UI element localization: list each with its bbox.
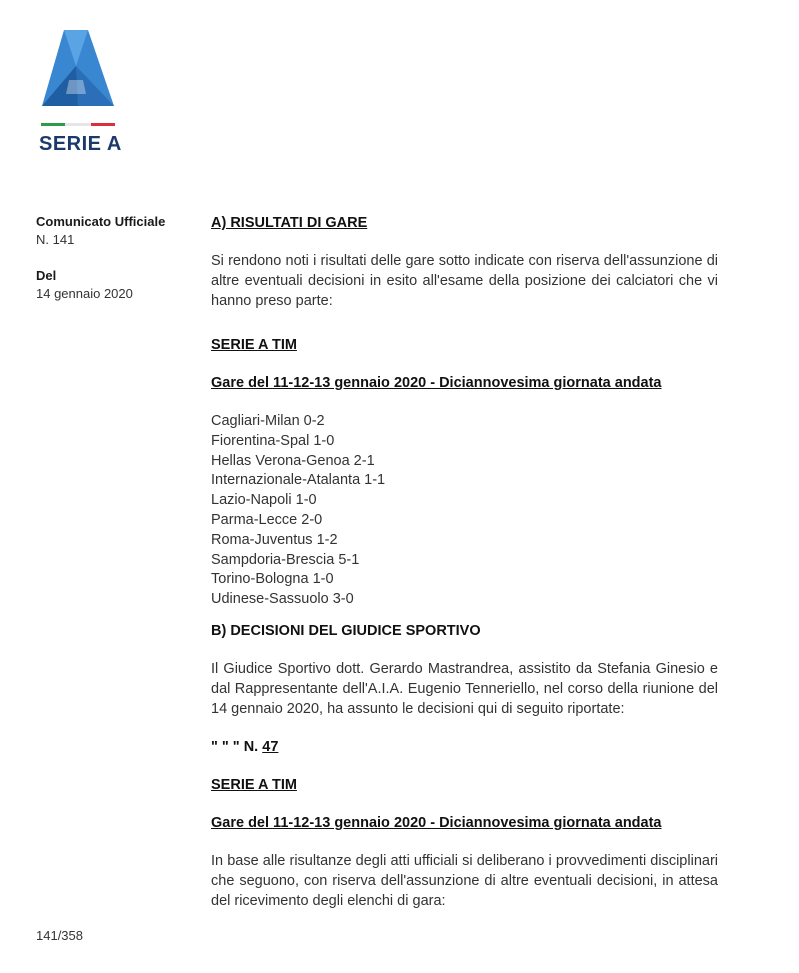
list-item: Torino-Bologna 1-0: [211, 571, 334, 588]
page-number: 141/358: [36, 928, 83, 943]
document-body: [211, 213, 718, 911]
list-item: Udinese-Sassuolo 3-0: [211, 591, 354, 608]
section-b-heading: B) DECISIONI DEL GIUDICE SPORTIVO: [211, 622, 481, 639]
comunicato-number: N. 141: [36, 232, 75, 247]
results-list: [211, 411, 718, 609]
list-item: Sampdoria-Brescia 5-1: [211, 551, 360, 568]
section-b-closing: In base alle risultanze degli atti ufficiali si deliberano i provvedimenti disciplinari che seguono, con riserva dell'assunzione di altre eventuali decisioni, in attesa del ricevimento degli elenchi di gara:: [211, 852, 718, 909]
logo-text: SERIE A: [39, 133, 122, 155]
serie-a-logo: [36, 26, 120, 126]
list-item: Roma-Juventus 1-2: [211, 531, 338, 548]
serie-a-logo-icon: [36, 26, 120, 126]
section-b-intro: Il Giudice Sportivo dott. Gerardo Mastrandrea, assistito da Stefania Ginesio e dal Rappresentante dell'A.I.A. Eugenio Tenneriello, nel corso della riunione del 14 gennaio 2020, ha assunto le decisioni qui di seguito riportate:: [211, 660, 718, 717]
list-item: Lazio-Napoli 1-0: [211, 492, 317, 509]
section-a-round: Gare del 11-12-13 gennaio 2020 - Diciannovesima giornata andata: [211, 375, 662, 391]
list-item: Hellas Verona-Genoa 2-1: [211, 452, 375, 469]
list-item: Fiorentina-Spal 1-0: [211, 432, 335, 449]
section-a-league: SERIE A TIM: [211, 337, 297, 353]
section-b-league: SERIE A TIM: [211, 776, 297, 793]
section-a-heading: A) RISULTATI DI GARE: [211, 215, 368, 231]
section-b-round: Gare del 11-12-13 gennaio 2020 - Diciannovesima giornata andata: [211, 814, 662, 831]
list-item: Cagliari-Milan 0-2: [211, 413, 325, 429]
reference-number: [211, 737, 718, 757]
list-item: Internazionale-Atalanta 1-1: [211, 472, 386, 489]
reference-prefix: " " " N.: [211, 738, 259, 755]
document-meta: [36, 213, 196, 303]
section-a-intro: Si rendono noti i risultati delle gare sotto indicate con riserva dell'assunzione di altre eventuali decisioni in esito all'esame della posizione dei calciatori che vi hanno preso parte:: [211, 253, 718, 309]
comunicato-label: Comunicato Ufficiale: [36, 214, 166, 229]
list-item: Parma-Lecce 2-0: [211, 511, 323, 528]
reference-value: 47: [262, 738, 279, 755]
del-label: Del: [36, 268, 57, 283]
document-date: 14 gennaio 2020: [36, 286, 133, 301]
